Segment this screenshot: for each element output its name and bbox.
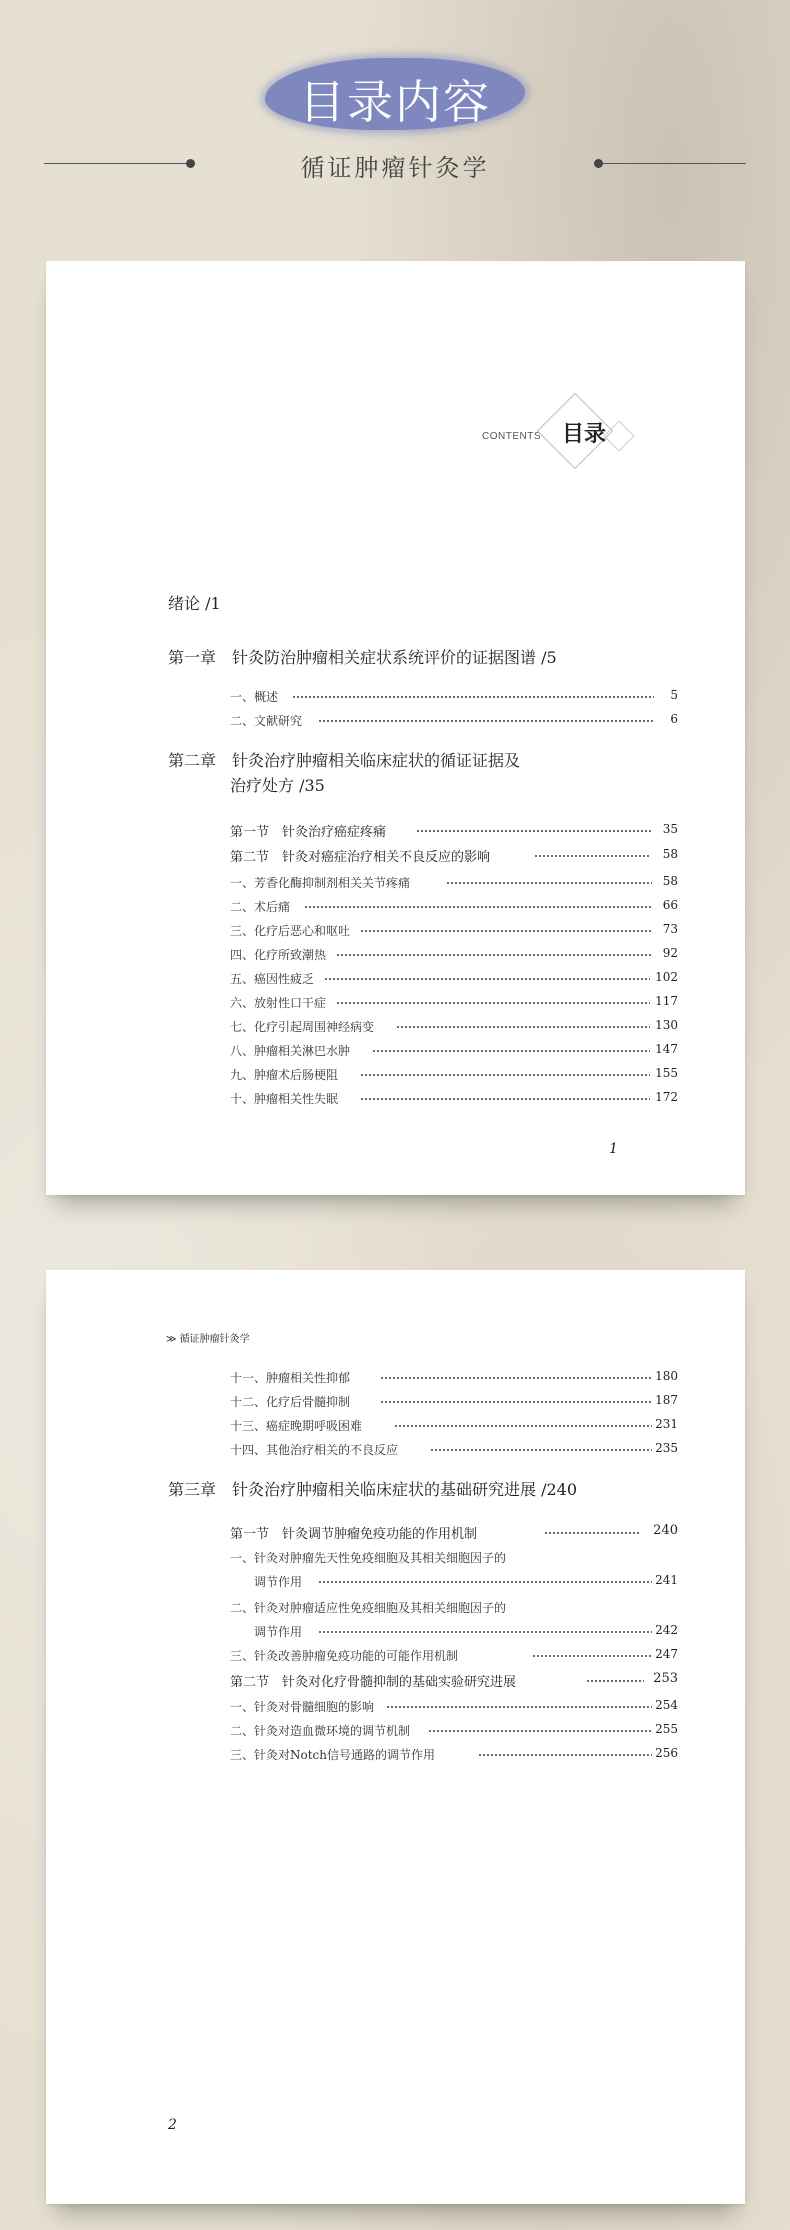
leader-dots [380, 1377, 652, 1379]
leader-dots [372, 1050, 650, 1052]
banner-title: 目录内容 [299, 75, 491, 129]
toc-item-title-line1: 一、针灸对肿瘤先天性免疫细胞及其相关细胞因子的 [230, 1551, 507, 1565]
leader-dots [336, 1002, 650, 1004]
leader-dots [534, 855, 650, 857]
chapter-1-title[interactable]: 第一章 针灸防治肿瘤相关症状系统评价的证据图谱 /5 [168, 648, 557, 667]
page-number: 2 [168, 2117, 177, 2133]
toc-item-title: 八、肿瘤相关淋巴水肿 [230, 1044, 351, 1058]
toc-item-title-line2: 调节作用 [254, 1575, 303, 1589]
toc-item-title: 一、芳香化酶抑制剂相关关节疼痛 [230, 876, 411, 890]
contents-label: CONTENTS [482, 431, 541, 442]
toc-item-title: 十三、癌症晚期呼吸困难 [230, 1419, 363, 1433]
leader-dots [324, 978, 650, 980]
toc-item-title-line1: 二、针灸对肿瘤适应性免疫细胞及其相关细胞因子的 [230, 1601, 507, 1615]
toc-item-page: 66 [662, 898, 678, 912]
section-title: 第二节 针灸对癌症治疗相关不良反应的影响 [230, 850, 491, 865]
toc-item-title: 十二、化疗后骨髓抑制 [230, 1395, 351, 1409]
section-page: 240 [653, 1523, 678, 1538]
toc-item-title: 十一、肿瘤相关性抑郁 [230, 1371, 351, 1385]
toc-page-2 [46, 1270, 745, 2204]
toc-item-title: 三、针灸对Notch信号通路的调节作用 [230, 1748, 435, 1762]
running-head-title: 循证肿瘤针灸学 [179, 1334, 250, 1345]
leader-dots [446, 882, 652, 884]
toc-item-title: 九、肿瘤术后肠梗阻 [230, 1068, 339, 1082]
toc-item-page: 92 [662, 946, 678, 960]
toc-item-title: 十、肿瘤相关性失眠 [230, 1092, 339, 1106]
leader-dots [360, 1098, 650, 1100]
leader-dots [360, 930, 652, 932]
leader-dots [586, 1680, 644, 1682]
toc-item-title: 一、针灸对骨髓细胞的影响 [230, 1700, 375, 1714]
leader-dots [544, 1532, 640, 1534]
section-title: 第一节 针灸治疗癌症疼痛 [230, 825, 387, 840]
section-page: 253 [653, 1671, 678, 1686]
leader-dots [532, 1655, 652, 1657]
leader-dots [386, 1706, 652, 1708]
leader-dots [304, 906, 652, 908]
toc-item-title: 五、癌因性疲乏 [230, 972, 315, 986]
toc-item-page: 247 [655, 1647, 678, 1661]
leader-dots [318, 1581, 652, 1583]
chapter-2-title-line1[interactable]: 第二章 针灸治疗肿瘤相关临床症状的循证证据及 [168, 751, 521, 770]
toc-item-page: 6 [670, 712, 678, 726]
toc-item-title: 四、化疗所致潮热 [230, 948, 327, 962]
leader-dots [428, 1730, 652, 1732]
toc-item-page: 180 [655, 1369, 678, 1383]
toc-item-title: 七、化疗引起周围神经病变 [230, 1020, 375, 1034]
section-page: 35 [662, 822, 678, 836]
toc-item-page: 254 [655, 1698, 678, 1712]
leader-dots [292, 696, 654, 698]
leader-dots [396, 1026, 650, 1028]
intro-entry[interactable]: 绪论 /1 [168, 594, 221, 613]
page-number: 1 [609, 1141, 618, 1157]
header-banner [0, 0, 790, 240]
toc-item-title: 二、文献研究 [230, 714, 303, 728]
toc-item-page: 147 [655, 1042, 678, 1056]
toc-item-page: 102 [655, 970, 678, 984]
toc-item-page: 256 [655, 1746, 678, 1760]
toc-item-page: 235 [655, 1441, 678, 1455]
toc-item-title: 二、术后痛 [230, 900, 291, 914]
toc-item-title: 六、放射性口干症 [230, 996, 327, 1010]
toc-item-page: 155 [655, 1066, 678, 1080]
toc-heading: 目录 [561, 422, 606, 447]
leader-dots [380, 1401, 652, 1403]
leader-dots [416, 830, 652, 832]
toc-item-page: 241 [655, 1573, 678, 1587]
toc-item-page: 242 [655, 1623, 678, 1637]
toc-item-page: 58 [662, 874, 678, 888]
toc-item-title: 十四、其他治疗相关的不良反应 [230, 1443, 399, 1457]
toc-item-page: 117 [655, 994, 678, 1008]
toc-item-title-line2: 调节作用 [254, 1625, 303, 1639]
toc-item-page: 130 [655, 1018, 678, 1032]
toc-item-page: 5 [670, 688, 678, 702]
leader-dots [430, 1449, 652, 1451]
leader-dots [318, 1631, 652, 1633]
leader-dots [336, 954, 652, 956]
section-title: 第二节 针灸对化疗骨髓抑制的基础实验研究进展 [230, 1675, 517, 1690]
toc-item-title: 三、化疗后恶心和呕吐 [230, 924, 351, 938]
leader-dots [394, 1425, 652, 1427]
toc-item-page: 231 [655, 1417, 678, 1431]
leader-dots [478, 1754, 652, 1756]
chapter-3-title[interactable]: 第三章 针灸治疗肿瘤相关临床症状的基础研究进展 /240 [168, 1480, 578, 1499]
toc-item-page: 172 [655, 1090, 678, 1104]
divider-right [600, 163, 746, 164]
toc-item-page: 187 [655, 1393, 678, 1407]
toc-item-title: 三、针灸改善肿瘤免疫功能的可能作用机制 [230, 1649, 459, 1663]
leader-dots [318, 720, 654, 722]
toc-item-title: 一、概述 [230, 690, 279, 704]
toc-item-page: 73 [662, 922, 678, 936]
section-title: 第一节 针灸调节肿瘤免疫功能的作用机制 [230, 1527, 478, 1542]
leader-dots [360, 1074, 650, 1076]
running-head [166, 1330, 250, 1345]
banner-subtitle: 循证肿瘤针灸学 [300, 154, 490, 182]
chapter-2-title-line2[interactable]: 治疗处方 /35 [230, 776, 325, 795]
toc-page-1 [46, 261, 745, 1195]
running-head-mark: ≫ [166, 1334, 177, 1345]
toc-item-page: 255 [655, 1722, 678, 1736]
section-page: 58 [662, 847, 678, 861]
toc-item-title: 二、针灸对造血微环境的调节机制 [230, 1724, 411, 1738]
